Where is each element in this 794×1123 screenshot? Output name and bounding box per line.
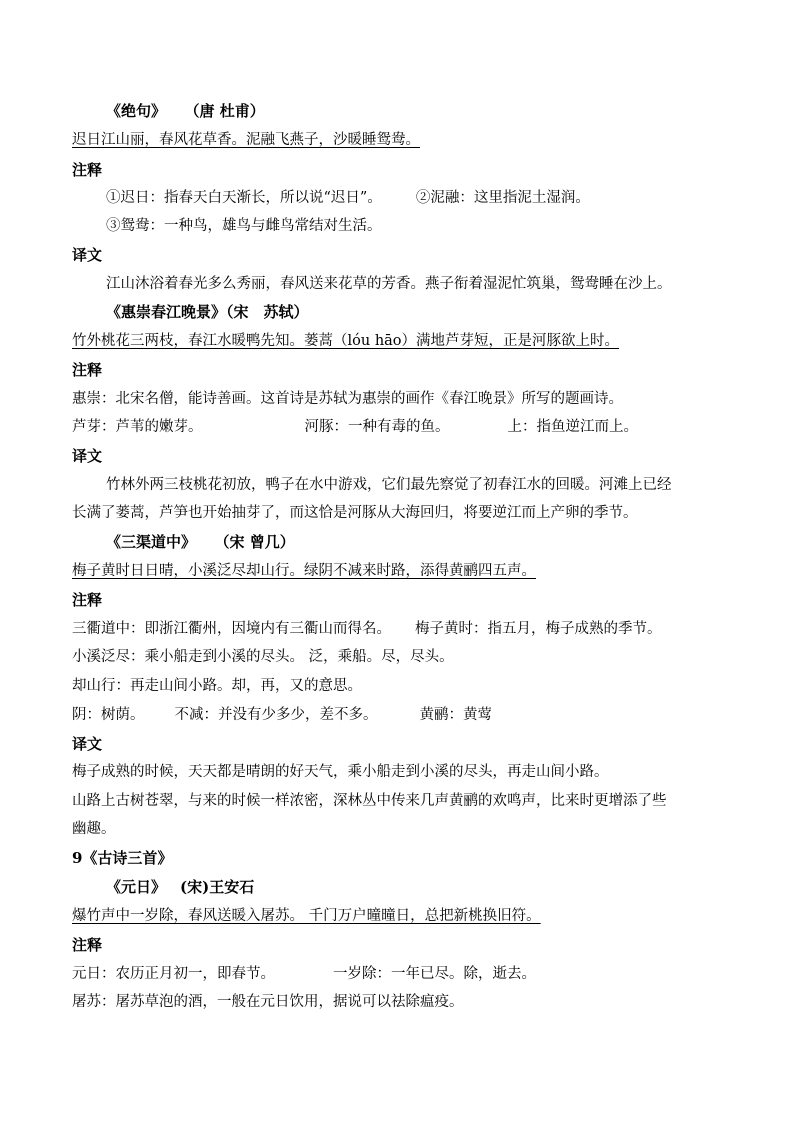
notes-heading: 注释	[72, 591, 103, 609]
notes-heading: 注释	[72, 161, 103, 179]
poem-title	[106, 532, 766, 552]
poem-author: （宋 苏轼）	[226, 303, 309, 321]
poem-text	[72, 130, 732, 150]
note-item: 梅子黄时：指五月，梅子成熟的季节。	[415, 621, 662, 637]
translation-text: 山路上古树苍翠，与来的时候一样浓密，深林丛中传来几声黄鹂的欢鸣声，比来时更增添了些	[72, 793, 667, 809]
note-item: 芦芽：芦苇的嫩芽。	[72, 419, 203, 435]
note-item: 三衢道中：即浙江衢州，因境内有三衢山而得名。	[72, 621, 391, 637]
poem-title-text: 《绝句》	[106, 102, 167, 120]
poem-text	[72, 561, 732, 581]
note-line	[72, 417, 732, 437]
note-item: 不减：并没有少多少，差不多。	[174, 707, 378, 723]
section-heading: 9《古诗三首》	[72, 849, 173, 867]
translation-text: 幽趣。	[72, 821, 116, 837]
poem-text-content: 竹外桃花三两枝，春江水暖鸭先知。蒌蒿（lóu hāo）满地芦芽短，正是河豚欲上时。	[72, 333, 620, 349]
poem-text	[72, 331, 732, 351]
translation-text: 梅子成熟的时候，天天都是晴朗的好天气，乘小船走到小溪的尽头，再走山间小路。	[72, 764, 609, 780]
note-item: 一岁除：一年已尽。除，逝去。	[333, 966, 536, 982]
note-item: 黄鹂：黄莺	[419, 707, 492, 723]
note-line	[72, 964, 732, 984]
note-line: 小溪泛尽：乘小船走到小溪的尽头。 泛，乘船。尽，尽头。	[72, 649, 454, 665]
note-line	[72, 619, 732, 639]
note-line: 屠苏：屠苏草泡的酒，一般在元日饮用，据说可以祛除瘟疫。	[72, 994, 464, 1010]
poem-author: （宋 曾几）	[222, 533, 295, 551]
note-line: 却山行：再走山间小路。却，再，又的意思。	[72, 678, 362, 694]
poem-author: （唐 杜甫）	[192, 102, 265, 120]
poem-text	[72, 906, 732, 926]
note-item: 元日：农历正月初一，即春节。	[72, 966, 275, 982]
translation-heading: 译文	[72, 447, 103, 465]
poem-title-text: 《元日》	[106, 878, 167, 896]
note-item: ①迟日：指春天白天渐长，所以说“迟日”。	[106, 190, 382, 206]
note-item: 河豚：一种有毒的鱼。	[304, 419, 450, 435]
note-line: 惠崇：北宋名僧，能诗善画。这首诗是苏轼为惠崇的画作《春江晚景》所写的题画诗。	[72, 391, 623, 407]
notes-heading: 注释	[72, 936, 103, 954]
poem-text-content: 爆竹声中一岁除，春风送暖入屠苏。 千门万户曈曈日，总把新桃换旧符。	[72, 908, 541, 924]
translation-text: 竹林外两三枝桃花初放，鸭子在水中游戏，它们最先察觉了初春江水的回暖。河滩上已经	[106, 477, 672, 493]
note-item: 上：指鱼逆江而上。	[507, 419, 638, 435]
poem-title	[106, 101, 766, 121]
poem-title	[106, 877, 766, 897]
translation-heading: 译文	[72, 735, 103, 753]
note-line	[72, 705, 732, 725]
note-item: ②泥融：这里指泥土湿润。	[415, 190, 590, 206]
poem-title-text: 《三渠道中》	[106, 533, 197, 551]
poem-title-text: 《惠崇春江晚景》	[106, 303, 227, 321]
poem-author: (宋)王安石	[180, 878, 255, 896]
note-item: 阴：树荫。	[72, 707, 145, 723]
note-line: ③鸳鸯：一种鸟，雄鸟与雌鸟常结对生活。	[106, 218, 382, 234]
notes-heading: 注释	[72, 361, 103, 379]
poem-text-content: 梅子黄时日日晴，小溪泛尽却山行。绿阴不减来时路，添得黄鹂四五声。	[72, 563, 536, 579]
poem-text-content: 迟日江山丽，春风花草香。泥融飞燕子，沙暖睡鸳鸯。	[72, 132, 420, 148]
note-line	[106, 188, 732, 208]
poem-title	[106, 302, 766, 322]
translation-text: 长满了蒌蒿，芦笋也开始抽芽了，而这恰是河豚从大海回归，将要逆江而上产卵的季节。	[72, 505, 638, 521]
translation-text: 江山沐浴着春光多么秀丽，春风送来花草的芳香。燕子衔着湿泥忙筑巢，鸳鸯睡在沙上。	[106, 276, 672, 292]
translation-heading: 译文	[72, 246, 103, 264]
